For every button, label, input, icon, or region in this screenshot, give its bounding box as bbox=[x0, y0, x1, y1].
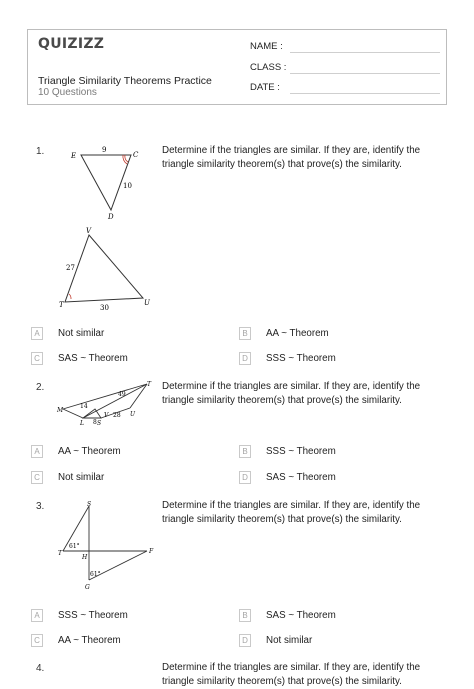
option-letter: A bbox=[31, 445, 43, 458]
fig-label: S bbox=[87, 501, 92, 508]
question-number: 1. bbox=[36, 146, 45, 157]
date-label: DATE : bbox=[250, 82, 280, 93]
option-letter: C bbox=[31, 471, 43, 484]
name-line[interactable] bbox=[290, 52, 440, 53]
option-letter: C bbox=[31, 634, 43, 647]
option-text: SAS ~ Theorem bbox=[266, 472, 336, 483]
question-text: Determine if the triangles are similar. If they are, identify the triangle similarity theorem(s) that prove(s) the similarity. bbox=[162, 662, 421, 687]
worksheet-title: Triangle Similarity Theorems Practice bbox=[38, 75, 212, 87]
option-text: SSS ~ Theorem bbox=[266, 446, 336, 457]
option-text: AA ~ Theorem bbox=[58, 635, 121, 646]
option-text: AA ~ Theorem bbox=[266, 328, 329, 339]
question-3-figure bbox=[55, 498, 160, 594]
fig-label: M bbox=[57, 407, 64, 414]
option-letter: B bbox=[239, 327, 251, 340]
fig-label: U bbox=[144, 299, 150, 307]
name-label: NAME : bbox=[250, 41, 283, 52]
question-2-figure bbox=[55, 378, 160, 430]
fig-label: 61° bbox=[69, 543, 80, 550]
question-number: 3. bbox=[36, 501, 45, 512]
option-letter: A bbox=[31, 609, 43, 622]
quizizz-logo: QUIZIZZ bbox=[38, 36, 105, 52]
question-count: 10 Questions bbox=[38, 87, 97, 98]
fig-label: V bbox=[104, 412, 109, 419]
question-number: 4. bbox=[36, 663, 45, 674]
option-text: Not similar bbox=[266, 635, 313, 646]
fig-label: 9 bbox=[102, 146, 107, 154]
fig-label: H bbox=[82, 554, 88, 561]
class-line[interactable] bbox=[290, 73, 440, 74]
fig-label: L bbox=[80, 420, 84, 427]
option-text: Not similar bbox=[58, 472, 105, 483]
fig-label: T bbox=[58, 550, 63, 557]
question-number: 2. bbox=[36, 382, 45, 393]
fig-label: S bbox=[97, 420, 102, 427]
fig-label: 49 bbox=[118, 391, 126, 398]
fig-label: C bbox=[133, 151, 139, 159]
fig-label: 28 bbox=[113, 412, 121, 419]
fig-label: G bbox=[85, 584, 90, 591]
fig-label: 8 bbox=[93, 419, 97, 426]
option-text: SAS ~ Theorem bbox=[58, 353, 128, 364]
option-letter: B bbox=[239, 609, 251, 622]
date-line[interactable] bbox=[290, 93, 440, 94]
question-text: Determine if the triangles are similar. If they are, identify the triangle similarity theorem(s) that prove(s) the similarity. bbox=[162, 145, 421, 170]
worksheet-header bbox=[27, 29, 447, 105]
class-label: CLASS : bbox=[250, 62, 287, 73]
option-text: SAS ~ Theorem bbox=[266, 610, 336, 621]
fig-label: T bbox=[59, 301, 64, 309]
fig-label: V bbox=[86, 227, 92, 235]
option-letter: B bbox=[239, 445, 251, 458]
option-text: Not similar bbox=[58, 328, 105, 339]
option-text: SSS ~ Theorem bbox=[58, 610, 128, 621]
fig-label: E bbox=[71, 152, 77, 160]
fig-label: 27 bbox=[66, 264, 75, 272]
fig-label: U bbox=[130, 411, 136, 418]
question-text: Determine if the triangles are similar. If they are, identify the triangle similarity theorem(s) that prove(s) the similarity. bbox=[162, 381, 421, 406]
option-letter: A bbox=[31, 327, 43, 340]
option-letter: D bbox=[239, 352, 251, 365]
fig-label: F bbox=[149, 548, 154, 555]
option-text: SSS ~ Theorem bbox=[266, 353, 336, 364]
fig-label: 61° bbox=[90, 571, 101, 578]
fig-label: D bbox=[108, 213, 114, 221]
option-letter: C bbox=[31, 352, 43, 365]
fig-label: T bbox=[147, 381, 152, 388]
fig-label: 30 bbox=[100, 304, 109, 312]
option-text: AA ~ Theorem bbox=[58, 446, 121, 457]
question-1-figure bbox=[55, 142, 160, 314]
question-text: Determine if the triangles are similar. If they are, identify the triangle similarity theorem(s) that prove(s) the similarity. bbox=[162, 500, 421, 525]
fig-label: 14 bbox=[80, 403, 88, 410]
option-letter: D bbox=[239, 471, 251, 484]
option-letter: D bbox=[239, 634, 251, 647]
fig-label: 10 bbox=[123, 182, 132, 190]
